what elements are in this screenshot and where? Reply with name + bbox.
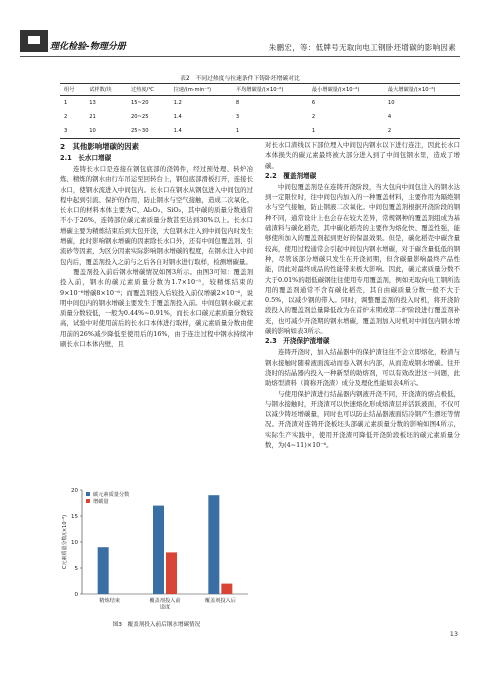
table-row	[60, 124, 460, 139]
y-axis-label: C元素质量分数/(×10⁻⁶)	[62, 514, 68, 570]
body-paragraph: 中间包覆盖剂是在连铸开浇阶段，当大包向中间包注入的钢水达到一定限位时，往中间包内加入的一种覆盖材料，主要作用为隔绝钢水与空气接触，防止钢液二次氧化。中间包覆盖剂根据开浇阶段的钢种不同，通常设计上也会存在较大差异，常规钢种的覆盖剂组成为基础渣料与碳化稻壳，其中碳化稻壳的主要作为熔化快、覆盖性强，能够使所加入的覆盖剂起到更好的保温效果。但是，碳化稻壳中碳含量较高，使用过程通常会引起中间包内钢水增碳，对于碳含量低低的钢种，尽管该部分增碳只发生在开浇初期，但含碳量影响最终产品性能，因此对最终成品的性能带来极大影响。因此，碳元素质量分数不大于0.01%的超低碳钢往往使用专用覆盖剂，例如无取向电工钢所选用的覆盖剂通常不含有碳化稻壳，其自由碳质量分数一般不大于0.5%，以减少钢的带入。同时，调整覆盖剂的投入时机，将开浇阶段投入的覆盖剂总量降低改为在首炉末期或第二炉阶段进行覆盖剂补充，也可减少开浇期的钢水增碳，覆盖剂加入时机对中间包内钢水增碳的影响如表3所示。	[265, 182, 460, 336]
table-header-cell: 组号	[60, 84, 85, 96]
left-column	[60, 140, 253, 349]
y-tick-label: 20	[71, 488, 78, 494]
table-cell: 20~25	[130, 114, 149, 120]
bar	[221, 584, 232, 594]
table-cell: 1	[232, 124, 308, 139]
table-header-cell: 最大增碳量/(×10⁻⁶)	[384, 84, 460, 96]
table-header-cell: 过热度/℃	[127, 84, 170, 96]
table-cell: 3	[235, 114, 240, 120]
table-cell: 1.4	[173, 114, 182, 120]
chart-legend	[86, 490, 130, 505]
journal-logo	[20, 30, 150, 56]
table-cell: 1	[308, 124, 384, 139]
table-header-cell: 平均增碳量/(×10⁻⁶)	[232, 84, 308, 96]
bar	[153, 506, 164, 594]
table-header-row	[60, 84, 460, 96]
table-cell: 10	[85, 124, 127, 139]
x-tick-label: 覆盖剂投入后	[204, 598, 236, 604]
y-tick-label: 0	[74, 592, 78, 598]
x-tick-label: 覆盖剂投入前送度	[149, 598, 181, 611]
header-rule	[20, 56, 460, 57]
running-title: 朱鹏宏，等：低牌号无取向电工钢卧坯增碳的影响因素	[268, 43, 456, 52]
table-cell: 15~20	[130, 100, 149, 106]
table-cell: 1.4	[170, 124, 232, 139]
table-row	[60, 110, 460, 124]
chart-bars	[98, 495, 233, 594]
legend-swatch	[86, 492, 90, 496]
body-paragraph: 连铸开浇时，加入结晶器中的保护渣往往不会立即熔化，粉渣与钢水接触时随着液面流动而卷入钢水内部，从而造成钢水增碳。往开浇时的结晶器内投入一种新型的助熔剂，可以有效改进这一问题，此助熔型渣料（简称开浇渣）成分及理化性能如表4所示。	[265, 348, 460, 388]
y-tick-label: 10	[71, 540, 78, 546]
right-column	[265, 140, 460, 450]
table-cell: 4	[387, 114, 392, 120]
table-cell: 10	[387, 100, 395, 106]
table-cell: 1	[64, 100, 68, 106]
carbon-increase-bar-chart	[60, 484, 253, 616]
x-tick-label: 精炼结束	[99, 598, 121, 604]
table-cell: 25~30	[127, 124, 170, 139]
table-cell: 2	[64, 114, 68, 120]
subsection-heading: 2.1 长水口增碳	[60, 154, 112, 162]
table-cell: 13	[89, 100, 96, 106]
body-paragraph: 连铸长水口是连接在钢包底部的浇铸件，经过预处理、转炉冶炼、精炼的钢水由行车吊运至回转台上，钢包底部滑板打开，连接长水口，使钢水流进入中间包内。长水口在钢水从钢包进入中间包的过程中起到引流、保护的作用，防止钢水与空气接触，造成二次氧化。长水口的材料本体主要为C、Al₂O₃、SiO₂，其中碳的质量分数通常不小于26%，连铸部位碳元素质量分数甚至达到30%以上。长水口增碳主要为精炼结束后到大包开浇，大包钢水注入到中间包内时发生增碳，此时影响钢水增碳的因素除长水口外，还有中间包覆盖剂、引流砂等因素，为区分因素实际影响钢水增碳的程度，在钢水注入中间包内后，覆盖剂投入之前与之后各自对钢水进行取样，检测增碳量。	[60, 165, 253, 266]
table-caption: 表2 不同过热度与拉速条件下铸卧坯增碳对比	[180, 76, 300, 82]
legend-label: 碳元素质量分数	[93, 491, 130, 498]
table-cell: 6	[311, 100, 316, 106]
bar	[208, 495, 219, 594]
table-cell: 3	[60, 124, 85, 139]
journal-name: 理化检验-物理分册	[50, 42, 126, 52]
body-paragraph: 覆盖剂投入前后钢水增碳情况如图3所示。由图3可知：覆盖剂投入前，钢水的碳元素质量分数为1.7×10⁻⁵，较精炼结束的9×10⁻⁶增碳8×10⁻⁶；而覆盖剂投入后较投入前仅增碳2×10⁻⁶，说明中间包内的钢水增碳主要发生于覆盖剂投入前。中间包钢水碳元素质量分数较低，一般为0.44%~0.91%，而长水口碳元素质量分数较高，试验中对使用前后的长水口本体进行取样，碳元素质量分数由使用前的26%减少降低至使用后的16%，由于连注过程中钢水持续冲刷长水口本体内壁，且	[60, 267, 253, 349]
table-row	[60, 96, 460, 111]
legend-label: 增碳量	[93, 498, 109, 505]
subsection-heading: 2.2 覆盖剂增碳	[265, 171, 317, 180]
subsection-heading: 2.3 开浇保护渣增碳	[265, 337, 330, 346]
section-heading: 2 其他影响增碳的因素	[60, 142, 140, 151]
y-tick-label: 5	[74, 566, 78, 572]
body-paragraph: 与使用保护渣进行结晶器内钢液开浇不同，开浇渣的熔点极低，与钢水接触时，开浇渣可以快速熔化形成熔渣层并活跃液面，不仅可以减少铸坯增碳量，同时也可以防止结晶器液面结冷钢产生漂坯等情况。开浇渣对连铸开浇板坯头部碳元素质量分数的影响如图4所示，实际生产实践中，使用开浇渣可降低开浇阶段板坯的碳元素质量分数，为(4~11)×10⁻⁶。	[265, 389, 460, 450]
y-tick-label: 15	[71, 514, 78, 520]
legend-swatch	[86, 499, 90, 503]
journal-logo-mark	[20, 30, 48, 52]
bar	[98, 547, 109, 594]
comparison-table	[60, 83, 460, 139]
table-cell: 8	[235, 100, 240, 106]
table-cell: 1.2	[173, 100, 182, 106]
figure-caption: 图3 覆盖剂投入前后钢水增碳情况	[112, 622, 201, 628]
table-cell: 21	[89, 114, 96, 120]
table-cell: 2	[311, 114, 316, 120]
page-number: 13	[449, 630, 458, 638]
bar	[166, 552, 177, 594]
body-paragraph: 对长水口渣线以下部位埋入中间包内钢水以下进行连注，因此长水口本体损失的碳元素最终被大部分进入到了中间包钢水里，造成了增碳。	[265, 141, 460, 170]
table-header-cell: 试样数/块	[85, 84, 127, 96]
table-header-cell: 拉速/(m·min⁻¹)	[170, 84, 232, 96]
table-cell: 2	[384, 124, 460, 139]
table-header-cell: 最小增碳量/(×10⁻⁶)	[308, 84, 384, 96]
